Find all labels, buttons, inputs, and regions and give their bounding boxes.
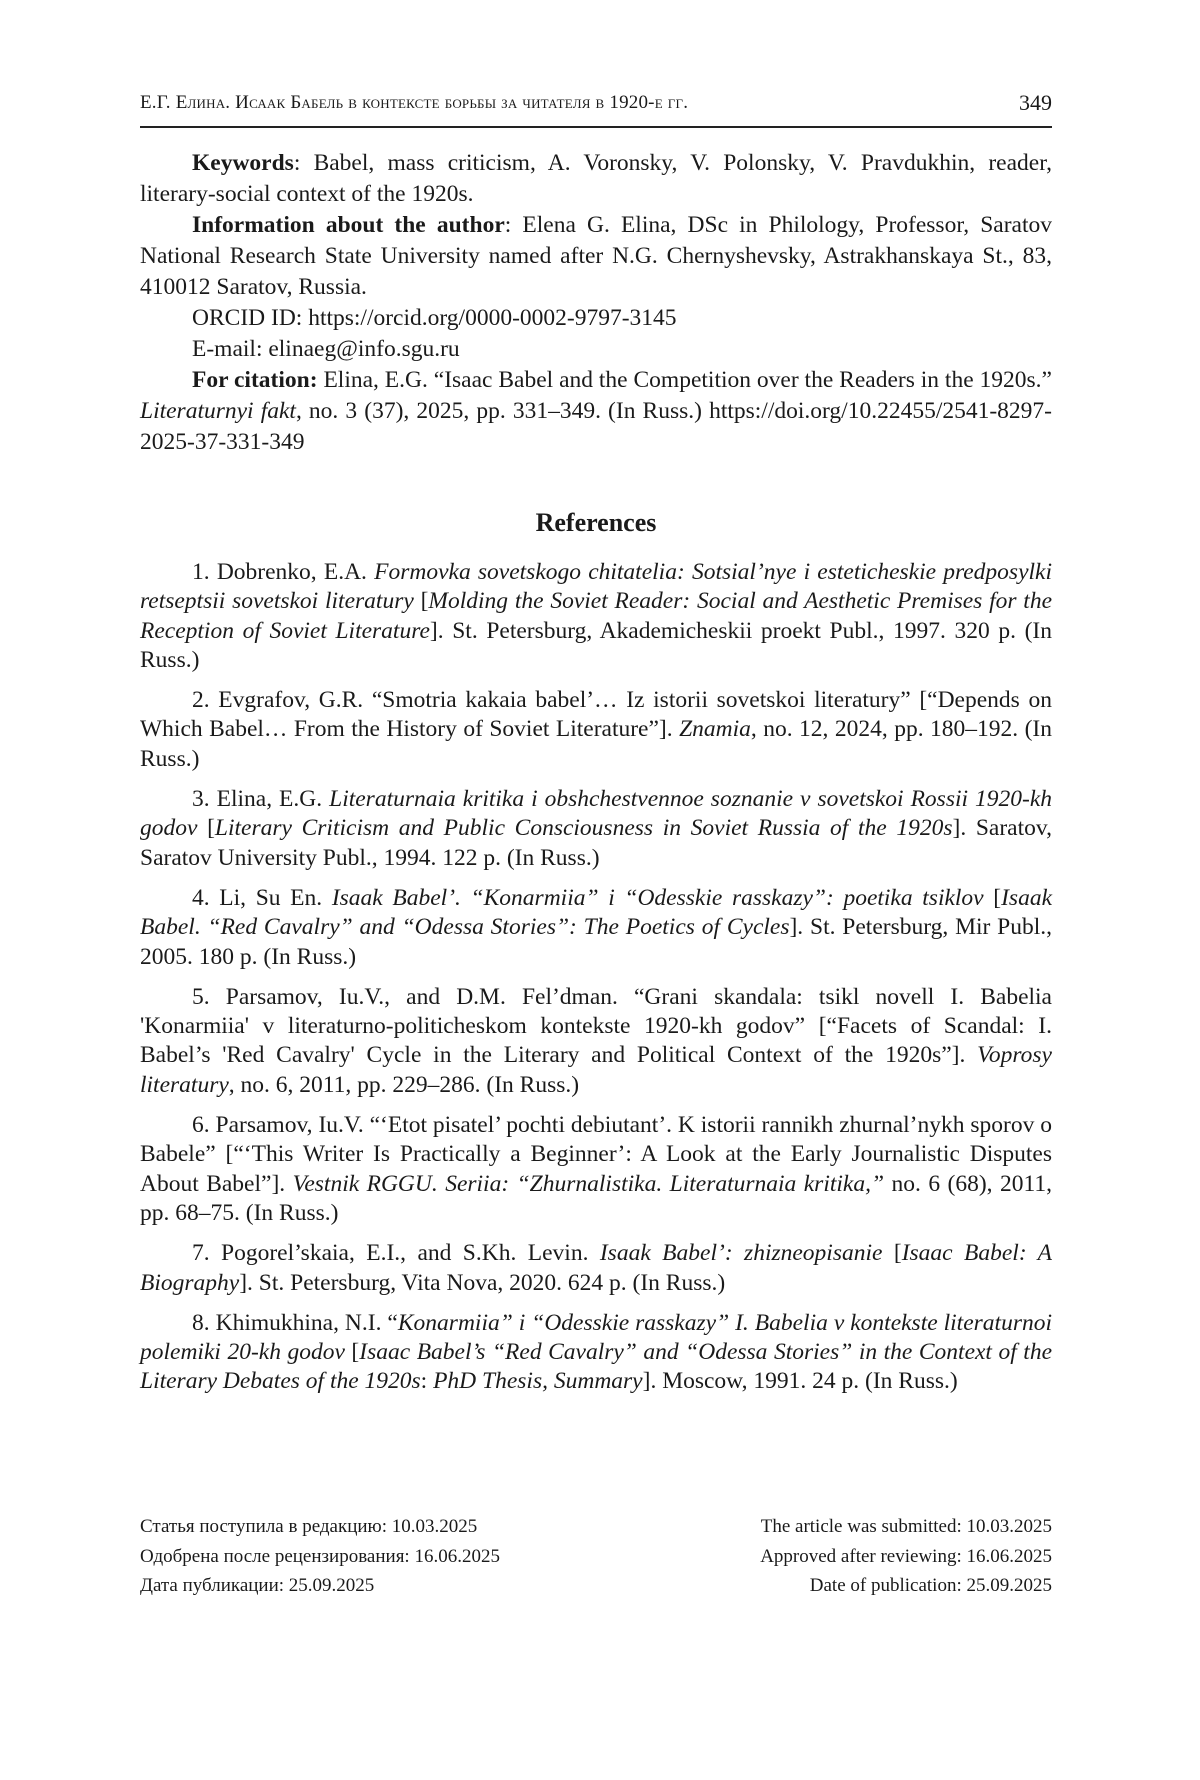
ref-text: ]. St. Petersburg, Akademicheskii proekt Publ., 1997. 320 p. (In Russ.)	[140, 617, 1052, 673]
reference-item	[140, 1309, 1052, 1397]
email-line: E-mail: elinaeg@info.sgu.ru	[192, 336, 460, 362]
orcid-line: ORCID ID: https://orcid.org/0000-0002-9797-3145	[192, 305, 677, 331]
page-number: 349	[1019, 90, 1052, 115]
ref-translation-italic: Isaac Babel: A Biography	[140, 1240, 1052, 1296]
ref-text: ]. St. Petersburg, Mir Publ., 2005. 180 p. (In Russ.)	[140, 914, 1052, 970]
ref-text: 8. Khimukhina, N.I. “	[192, 1309, 398, 1336]
ref-text: 6. Parsamov, Iu.V. “‘Etot pisatel’ pochti debiutant’. K istorii rannikh zhurnal’nykh sporov o Babele” [“‘This Writer Is Practically a Beginner’: A Look at the Early Journalistic Disputes About Babel”].	[140, 1112, 1052, 1197]
citation-label: For citation:	[192, 367, 318, 393]
citation-text-2: , no. 3 (37), 2025, pp. 331–349. (In Russ.) https://doi.org/10.22455/2541-8297-2025-37-331-349	[140, 398, 1052, 455]
ref-title-italic: Formovka sovetskogo chitatelia: Sotsial’nye i esteticheskie predposylki retseptsii sovetskoi literatury	[140, 559, 1052, 615]
reference-item	[140, 1239, 1052, 1298]
ref-text: 4. Li, Su En.	[192, 884, 332, 911]
running-title: Е.Г. Елина. Исаак Бабель в контексте борьбы за читателя в 1920-е гг.	[140, 92, 689, 113]
ref-translation-italic: Isaak Babel. “Red Cavalry” and “Odessa Stories”: The Poetics of Cycles	[140, 884, 1053, 941]
keywords-label: Keywords	[192, 150, 294, 176]
article-metadata	[140, 148, 1052, 458]
running-header	[140, 92, 1052, 128]
ref-title-italic: Vestnik RGGU. Seriia: “Zhurnalistika. Literaturnaia kritika,”	[292, 1170, 885, 1197]
reference-item	[140, 558, 1052, 675]
ref-text: [	[983, 884, 1002, 911]
ref-title-italic: Isaak Babel’: zhizneopisanie	[599, 1240, 883, 1267]
ru-approved-date: Одобрена после рецензирования: 16.06.2025	[140, 1545, 500, 1567]
references-heading: References	[535, 508, 657, 537]
ref-text: , no. 6, 2011, pp. 229–286. (In Russ.)	[228, 1071, 580, 1098]
author-text: : Elena G. Elina, DSc in Philology, Professor, Saratov National Research State University named after N.G. Chernyshevsky, Astrakhanskaya St., 83, 410012 Saratov, Russia.	[140, 212, 1052, 300]
author-paragraph	[140, 210, 1052, 303]
ru-published-date: Дата публикации: 25.09.2025	[140, 1575, 375, 1596]
ref-title-italic: Literaturnaia kritika i obshchestvennoe soznanie v sovetskoi Rossii 1920-kh godov	[140, 786, 1053, 842]
references-list	[140, 558, 1052, 1408]
ref-translation-italic: Isaac Babel’s “Red Cavalry” and “Odessa Stories” in the Context of the Literary Debates of the 1920s	[140, 1339, 1052, 1395]
ref-title-italic: Voprosy literatury	[140, 1042, 1052, 1098]
ref-text: 5. Parsamov, Iu.V., and D.M. Fel’dman. “Grani skandala: tsikl novell I. Babelia 'Konarmiia' v literaturno-politicheskom kontekste 1920-kh godov” [“Facets of Scandal: I. Babel’s 'Red Cavalry' Cycle in the Literary and Political Context of the 1920s”].	[140, 983, 1052, 1069]
ref-text: ]. St. Petersburg, Vita Nova, 2020. 624 p. (In Russ.)	[239, 1269, 726, 1296]
ref-text: 7. Pogorel’skaia, E.I., and S.Kh. Levin.	[192, 1240, 600, 1267]
author-label: Information about the author	[192, 212, 505, 238]
reference-item	[140, 1111, 1052, 1228]
ref-title-italic: Konarmiia” i “Odesskie rasskazy” I. Babelia v kontekste literaturnoi polemiki 20-kh godov	[140, 1309, 1052, 1366]
reference-item	[140, 983, 1052, 1100]
ref-text: ]. Moscow, 1991. 24 p. (In Russ.)	[642, 1368, 958, 1395]
ref-title-italic: Znamia	[679, 716, 751, 743]
ref-translation-italic: Literary Criticism and Public Consciousness in Soviet Russia of the 1920s	[214, 815, 953, 842]
keywords-text: : Babel, mass criticism, A. Voronsky, V. Polonsky, V. Pravdukhin, reader, literary-social context of the 1920s.	[140, 150, 1052, 207]
ref-text: [	[344, 1339, 360, 1366]
ref-text: , no. 12, 2024, pp. 180–192. (In Russ.)	[140, 716, 1052, 772]
keywords-paragraph	[140, 148, 1052, 210]
ref-text: :	[420, 1368, 434, 1395]
ref-text: 2. Evgrafov, G.R. “Smotria kakaia babel’… Iz istorii sovetskoi literatury” [“Depends on Which Babel… From the History of Soviet Literature”].	[140, 687, 1052, 743]
citation-paragraph	[140, 365, 1052, 458]
ref-text: 1. Dobrenko, E.A.	[192, 559, 375, 585]
citation-text-1: Elina, E.G. “Isaac Babel and the Competition over the Readers in the 1920s.”	[317, 367, 1052, 393]
ref-translation-italic: Molding the Soviet Reader: Social and Aesthetic Premises for the Reception of Soviet Literature	[140, 588, 1053, 644]
dates-russian	[140, 1512, 500, 1601]
reference-item	[140, 785, 1052, 873]
ref-text: [	[413, 588, 429, 615]
ref-text: ]. Saratov, Saratov University Publ., 1994. 122 p. (In Russ.)	[140, 815, 1052, 871]
ref-text: [	[882, 1240, 902, 1267]
ref-text: no. 6 (68), 2011, pp. 68–75. (In Russ.)	[140, 1170, 1052, 1226]
ref-translation-italic: PhD Thesis, Summary	[433, 1368, 643, 1395]
citation-journal: Literaturnyi fakt	[140, 398, 296, 424]
ref-text: 3. Elina, E.G.	[192, 786, 330, 813]
en-submitted-date: The article was submitted: 10.03.2025	[760, 1516, 1052, 1537]
ru-submitted-date: Статья поступила в редакцию: 10.03.2025	[140, 1516, 478, 1537]
dates-english	[760, 1512, 1052, 1601]
ref-title-italic: Isaak Babel’. “Konarmiia” i “Odesskie rasskazy”: poetika tsiklov	[331, 884, 984, 911]
ref-text: [	[197, 815, 215, 842]
reference-item	[140, 884, 1052, 972]
en-published-date: Date of publication: 25.09.2025	[809, 1575, 1052, 1596]
reference-item	[140, 686, 1052, 774]
en-approved-date: Approved after reviewing: 16.06.2025	[760, 1545, 1052, 1567]
